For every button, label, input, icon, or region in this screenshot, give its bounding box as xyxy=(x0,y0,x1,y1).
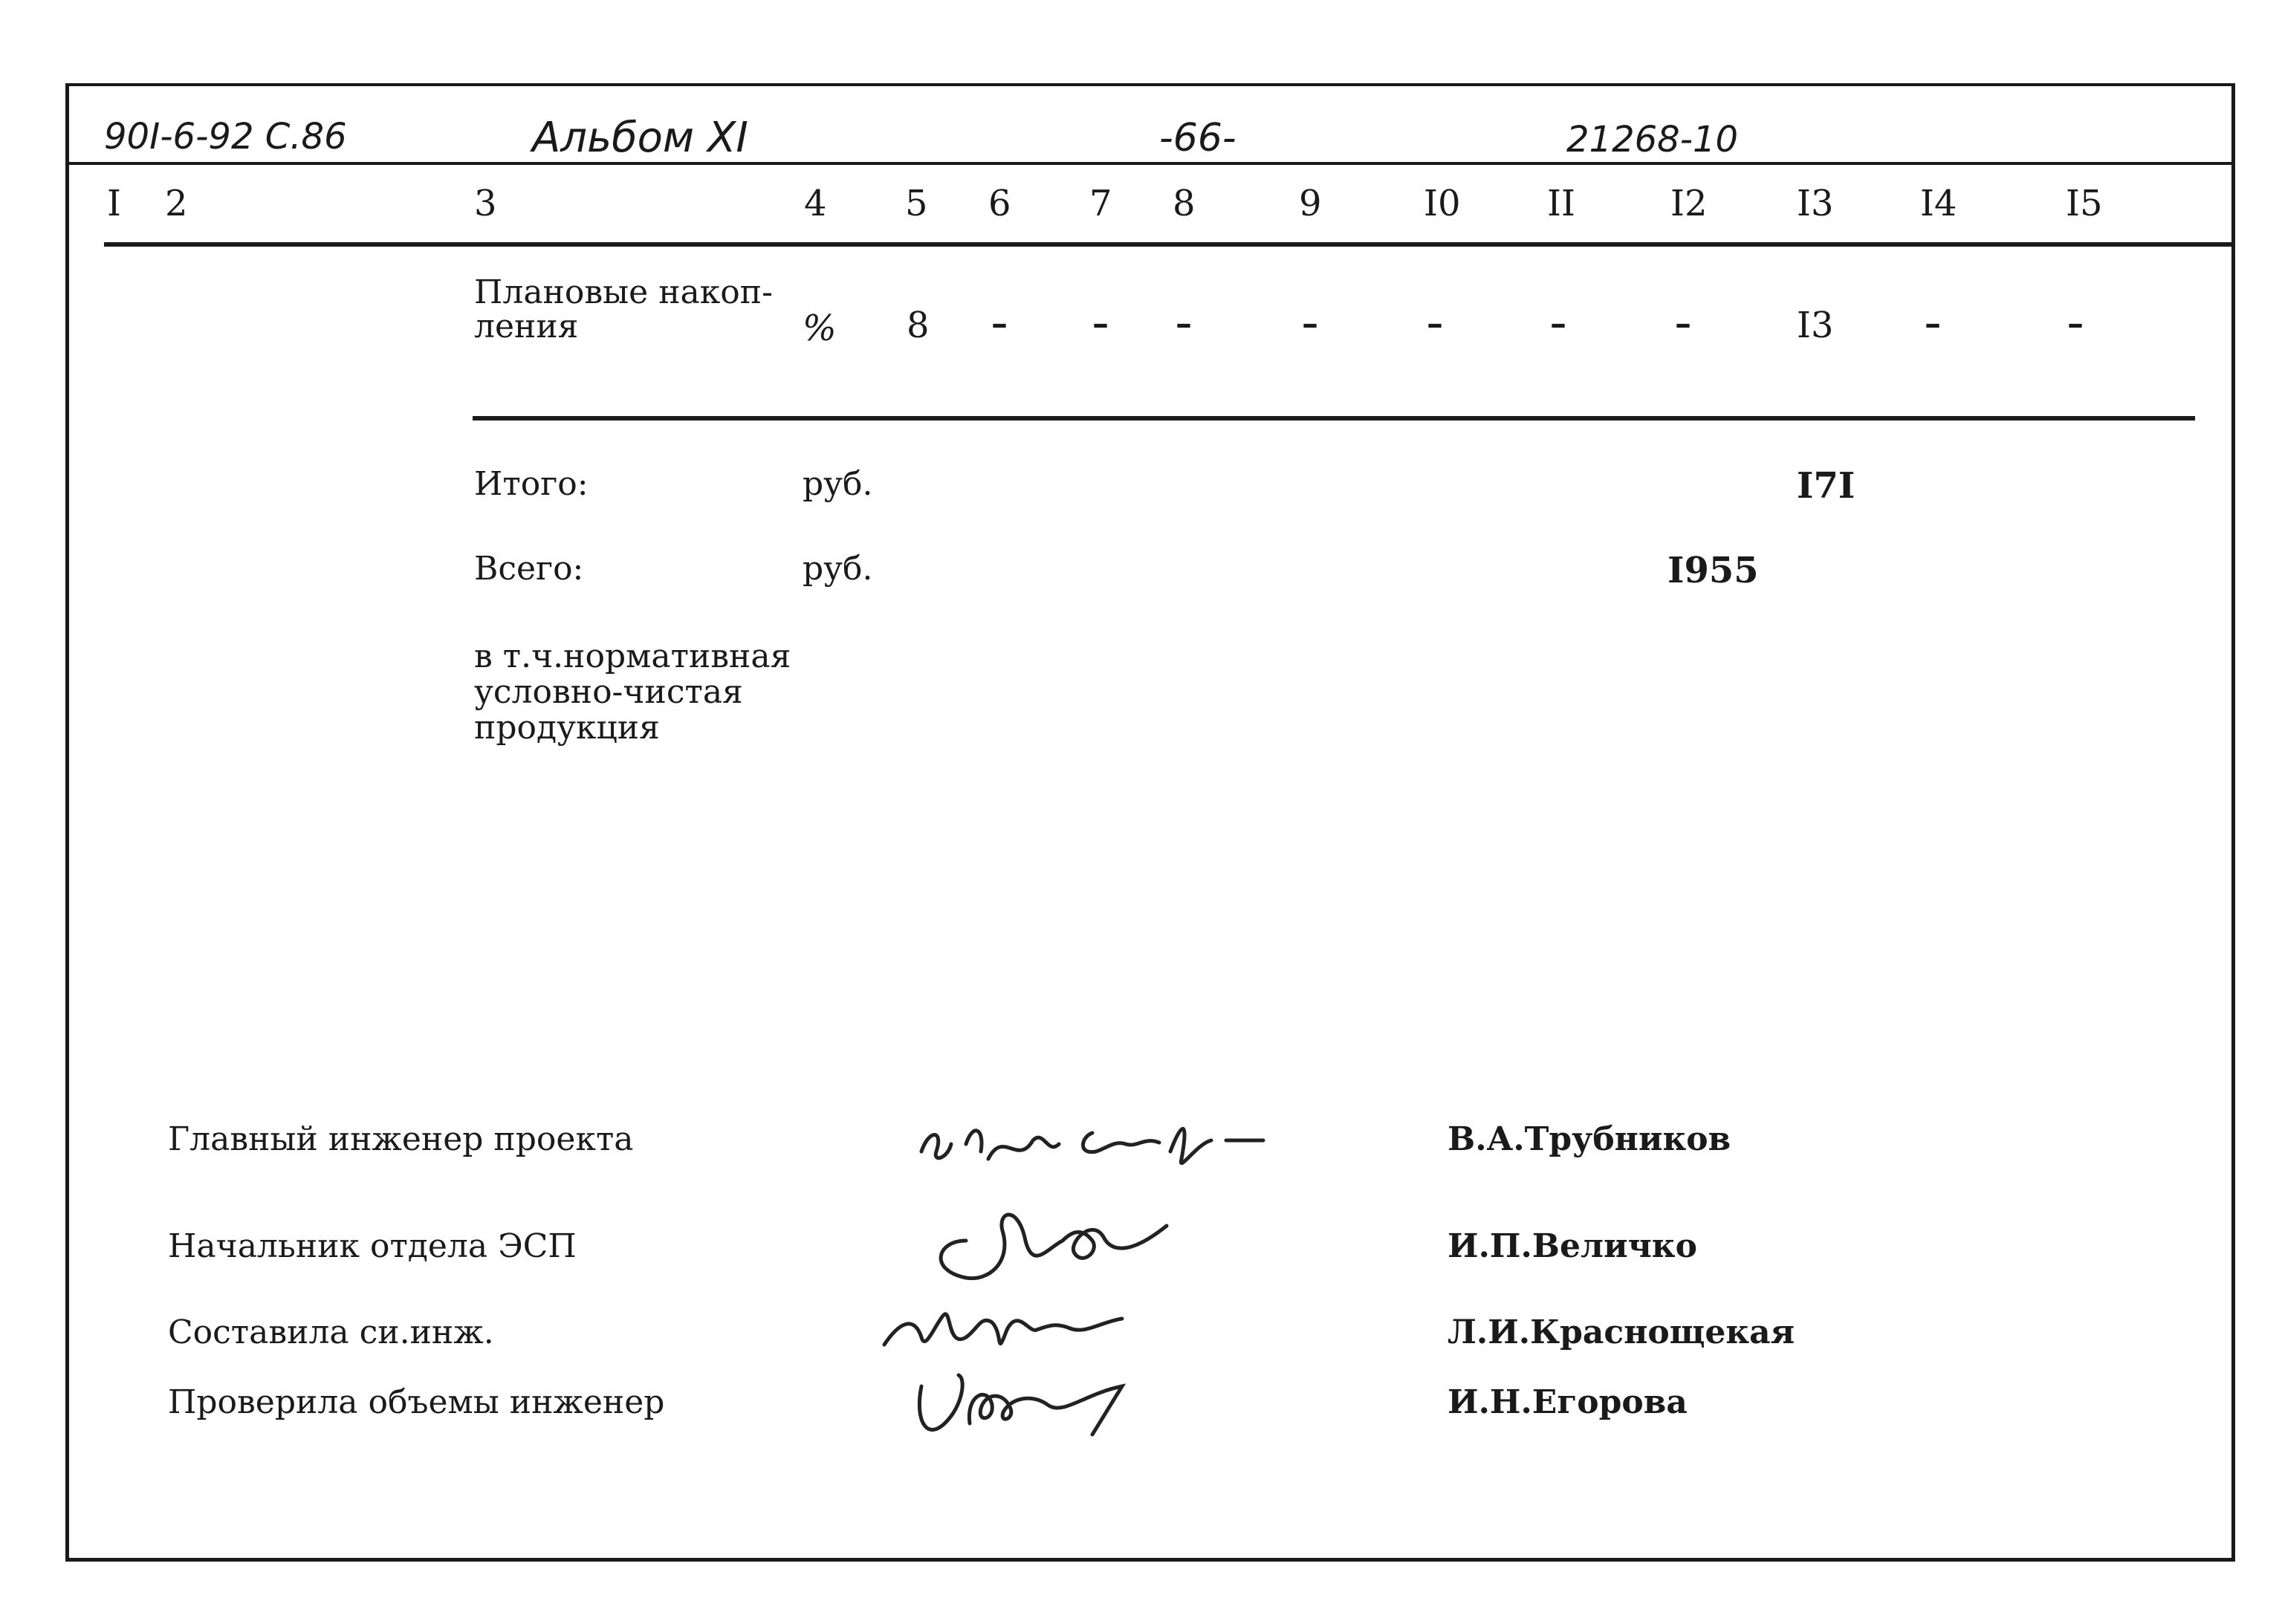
header-rule xyxy=(65,162,2235,165)
signature-chief-engineer xyxy=(914,1100,1286,1181)
section-rule xyxy=(473,416,2195,420)
planned-c9: – xyxy=(1302,305,1318,342)
signature-checker xyxy=(907,1364,1144,1446)
planned-c8: – xyxy=(1176,305,1192,342)
col-11: II xyxy=(1547,183,1575,224)
col-15: I5 xyxy=(2066,183,2103,224)
sig-role-chief-engineer: Главный инженер проекта xyxy=(168,1120,634,1158)
page-number: -66- xyxy=(1159,116,1236,160)
note-line-1: в т.ч.нормативная xyxy=(474,637,791,675)
col-9: 9 xyxy=(1299,183,1322,224)
vsego-c12: I955 xyxy=(1667,550,1759,591)
planned-label-2: ления xyxy=(474,308,579,345)
itogo-unit: руб. xyxy=(803,465,873,503)
sig-name-chief-engineer: В.А.Трубников xyxy=(1448,1120,1731,1158)
planned-unit: % xyxy=(803,308,837,349)
planned-label-1: Плановые накоп- xyxy=(474,273,773,311)
note-line-2: условно-чистая xyxy=(474,673,743,711)
planned-c12: – xyxy=(1675,305,1691,342)
planned-c10: – xyxy=(1427,305,1443,342)
itogo-c13: I7I xyxy=(1797,465,1855,507)
planned-c5: 8 xyxy=(907,305,930,346)
signature-compiler xyxy=(877,1293,1144,1360)
planned-c6: – xyxy=(991,305,1008,342)
col-5: 5 xyxy=(905,183,928,224)
doc-code: 90I-6-92 С.86 xyxy=(104,116,347,157)
col-13: I3 xyxy=(1797,183,1834,224)
note-line-3: продукция xyxy=(474,709,660,747)
sig-role-checker: Проверила объемы инженер xyxy=(168,1383,665,1421)
sig-name-dept-head: И.П.Величко xyxy=(1448,1227,1697,1265)
col-4: 4 xyxy=(804,183,827,224)
sig-name-checker: И.Н.Егорова xyxy=(1448,1383,1688,1421)
col-14: I4 xyxy=(1920,183,1957,224)
planned-c14: – xyxy=(1925,305,1941,342)
col-3: 3 xyxy=(474,183,497,224)
column-numbers-rule xyxy=(104,242,2235,247)
col-7: 7 xyxy=(1089,183,1112,224)
col-12: I2 xyxy=(1670,183,1708,224)
col-6: 6 xyxy=(988,183,1011,224)
vsego-label: Всего: xyxy=(474,550,584,588)
itogo-label: Итого: xyxy=(474,465,589,503)
planned-c7: – xyxy=(1092,305,1109,342)
signature-dept-head xyxy=(921,1196,1189,1293)
planned-c11: – xyxy=(1550,305,1566,342)
sheet-code: 21268-10 xyxy=(1566,119,1739,160)
sig-role-compiler: Составила си.инж. xyxy=(168,1313,494,1351)
sig-name-compiler: Л.И.Краснощекая xyxy=(1448,1313,1795,1351)
planned-c15: – xyxy=(2067,305,2084,342)
col-2: 2 xyxy=(165,183,188,224)
planned-c13: I3 xyxy=(1797,305,1834,346)
vsego-unit: руб. xyxy=(803,550,873,588)
col-8: 8 xyxy=(1173,183,1196,224)
album-label: Альбом XI xyxy=(532,114,748,162)
sig-role-dept-head: Начальник отдела ЭСП xyxy=(168,1227,577,1265)
album-underline xyxy=(698,162,749,165)
col-10: I0 xyxy=(1424,183,1461,224)
col-1: I xyxy=(107,183,121,224)
